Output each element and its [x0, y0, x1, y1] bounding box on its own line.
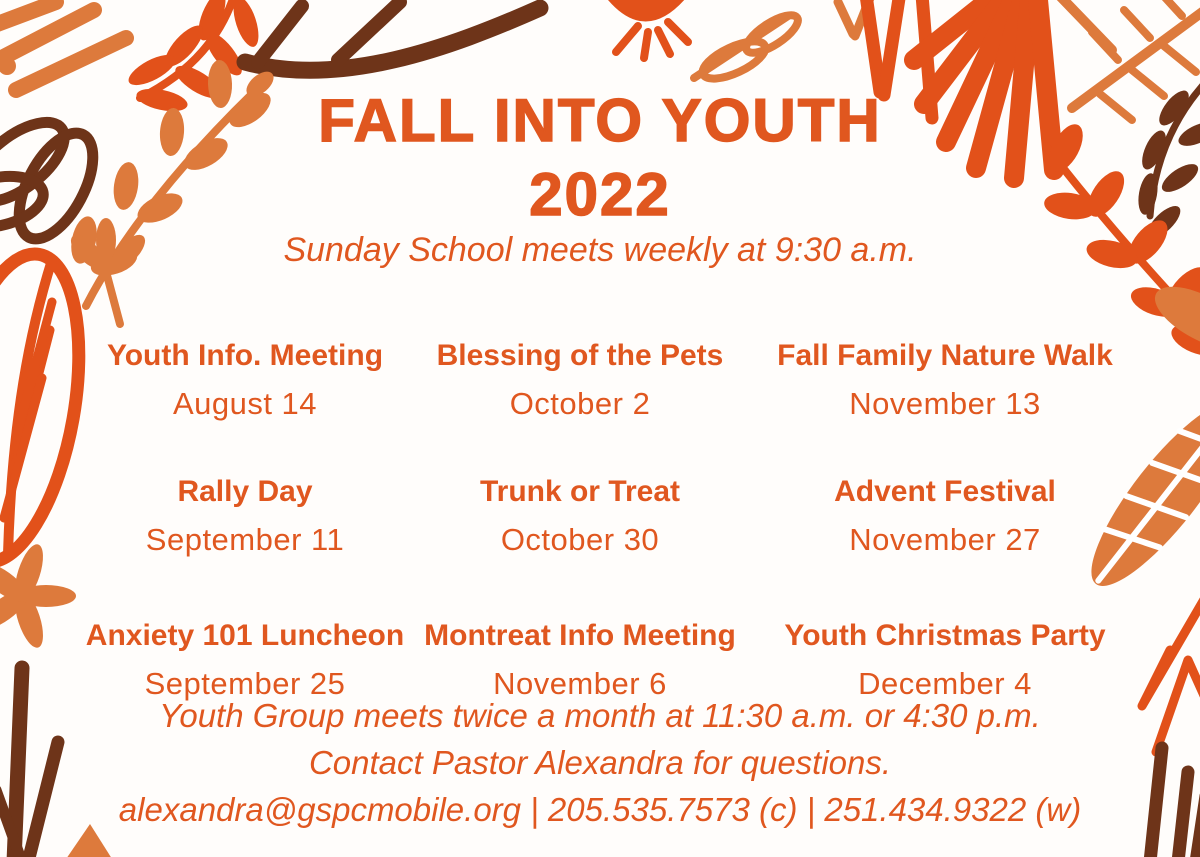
event-name: Advent Festival — [834, 475, 1056, 508]
event-card-blessing-of-the-pets — [400, 336, 760, 424]
event-name: Anxiety 101 Luncheon — [85, 619, 405, 652]
event-card-montreat-info-meeting — [400, 616, 760, 704]
flyer-title-line2: 2022 — [529, 161, 671, 228]
event-date: October 30 — [500, 522, 660, 557]
flyer-title-line1: FALL INTO YOUTH — [318, 87, 882, 154]
event-card-rally-day — [55, 472, 435, 560]
sunday-school-note: Sunday School meets weekly at 9:30 a.m. — [283, 231, 917, 269]
event-name: Rally Day — [177, 475, 313, 508]
outline-leaf-pair-icon — [694, 8, 803, 86]
event-date: November 27 — [849, 522, 1041, 557]
event-card-advent-festival — [755, 472, 1135, 560]
event-card-anxiety-101-luncheon — [55, 616, 435, 704]
event-card-trunk-or-treat — [400, 472, 760, 560]
event-date: November 6 — [493, 666, 667, 701]
branch-top-left-icon — [245, 2, 540, 70]
event-name: Trunk or Treat — [479, 475, 681, 508]
scallop-leaf-icon — [608, 0, 688, 58]
event-name: Fall Family Nature Walk — [777, 339, 1113, 372]
event-card-youth-christmas-party — [755, 616, 1135, 704]
event-name: Youth Christmas Party — [784, 619, 1106, 652]
event-name: Youth Info. Meeting — [106, 339, 384, 372]
event-date: December 4 — [858, 666, 1032, 701]
footer-notes — [0, 692, 1200, 833]
event-date: August 14 — [172, 386, 318, 421]
event-date: September 11 — [145, 522, 345, 557]
event-date: October 2 — [509, 386, 651, 421]
event-name: Blessing of the Pets — [436, 339, 724, 372]
event-date: November 13 — [849, 386, 1041, 421]
event-card-youth-info-meeting — [55, 336, 435, 424]
event-card-fall-family-nature-walk — [755, 336, 1135, 424]
event-date: September 25 — [144, 666, 346, 701]
leaf-blades-top-left-icon — [0, 2, 126, 90]
contact-note: Contact Pastor Alexandra for questions. — [308, 744, 892, 781]
contact-details: alexandra@gspcmobile.org | 205.535.7573 (c) | 251.434.9322 (w) — [118, 791, 1082, 828]
event-name: Montreat Info Meeting — [424, 619, 736, 652]
youth-group-note: Youth Group meets twice a month at 11:30 a.m. or 4:30 p.m. — [159, 697, 1041, 734]
